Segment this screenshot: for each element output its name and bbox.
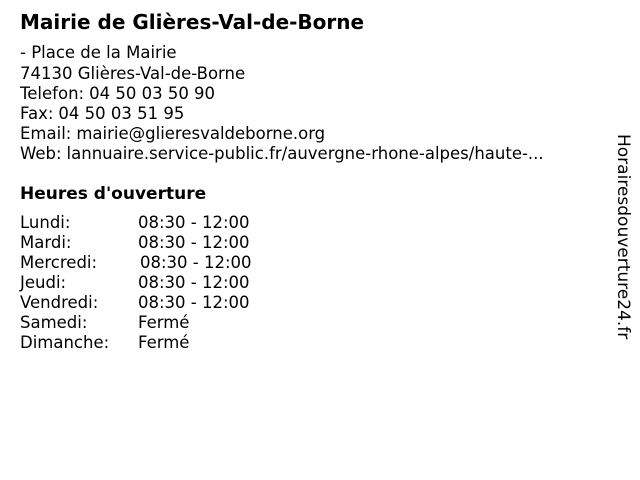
time-value: Fermé (138, 333, 190, 352)
fax-line (20, 104, 184, 124)
time-value: 08:30 - 12:00 (138, 293, 250, 312)
phone-label: Telefon: (20, 84, 85, 103)
web-link[interactable]: lannuaire.service-public.fr/auvergne-rhone-alpes/haute-... (66, 144, 544, 163)
day-label: Lundi: (20, 213, 71, 232)
site-brand: Horairesdouverture24.fr (613, 134, 633, 340)
fax-label: Fax: (20, 104, 54, 123)
time-value: Fermé (138, 313, 190, 332)
opening-hours-heading: Heures d'ouverture (20, 184, 207, 204)
city-address: 74130 Glières-Val-de-Borne (20, 64, 246, 83)
phone-line (20, 84, 215, 104)
time-value: 08:30 - 12:00 (138, 273, 250, 292)
day-label: Mardi: (20, 233, 72, 252)
time-value: 08:30 - 12:00 (138, 213, 250, 232)
phone-number[interactable]: 04 50 03 50 90 (89, 84, 216, 103)
day-label: Dimanche: (20, 333, 110, 352)
web-label: Web: (20, 144, 62, 163)
day-label: Vendredi: (20, 293, 99, 312)
email-line (20, 124, 325, 144)
time-value: 08:30 - 12:00 (138, 233, 250, 252)
street-address: - Place de la Mairie (20, 43, 177, 62)
email-link[interactable]: mairie@glieresvaldeborne.org (76, 124, 326, 143)
day-label: Jeudi: (20, 273, 67, 292)
day-label: Samedi: (20, 313, 88, 332)
time-value: 08:30 - 12:00 (140, 253, 252, 272)
email-label: Email: (20, 124, 72, 143)
web-line (20, 144, 544, 164)
day-label: Mercredi: (20, 253, 98, 272)
page-title: Mairie de Glières-Val-de-Borne (20, 10, 365, 34)
fax-number: 04 50 03 51 95 (58, 104, 185, 123)
